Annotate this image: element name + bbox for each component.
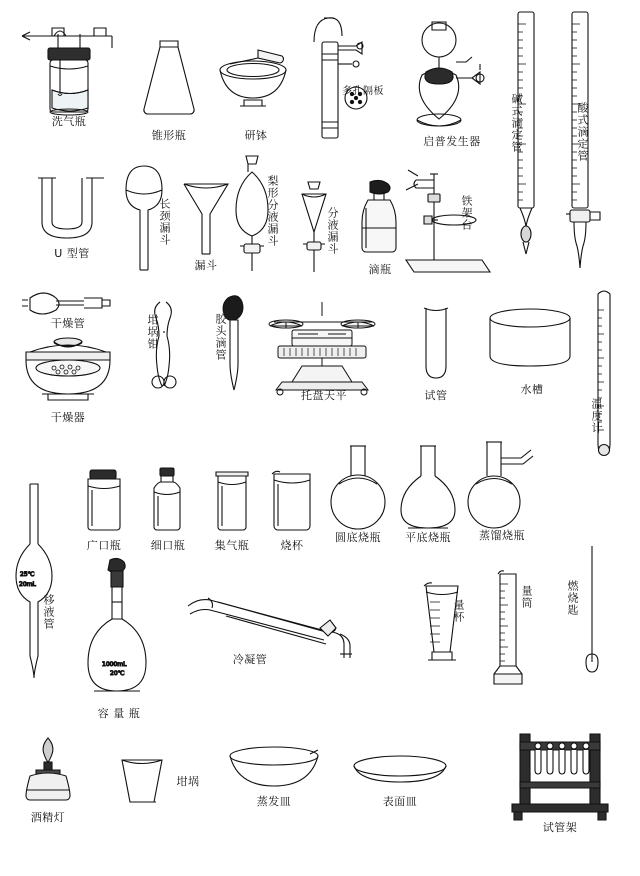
label-thermometer: 温度计	[590, 398, 603, 434]
figure-long-neck-funnel	[118, 158, 174, 278]
crucible-icon	[112, 752, 174, 814]
label-water-trough: 水槽	[520, 383, 544, 396]
label-perforated-plate: 多孔隔板	[342, 86, 384, 97]
figure-test-tube	[416, 302, 456, 402]
label-acid-burette: 酸式滴定管	[576, 102, 589, 162]
label-funnel: 漏斗	[194, 259, 218, 272]
separating-funnel-icon	[296, 172, 348, 278]
label-beaker: 烧杯	[280, 539, 304, 552]
figure-wide-mouth-bottle	[78, 466, 130, 556]
figure-pear-separating-funnel	[228, 148, 284, 278]
figure-perforated-plate	[304, 12, 390, 142]
figure-flat-bottom-flask	[396, 440, 460, 550]
label-long-neck-funnel: 长颈漏斗	[158, 198, 171, 246]
figure-gas-washing-bottle	[8, 18, 126, 138]
label-dropping-bottle: 滴瓶	[368, 263, 392, 276]
u-tube-icon	[24, 170, 120, 250]
funnel-icon	[178, 176, 234, 260]
label-flat-bottom-flask: 平底烧瓶	[405, 531, 451, 544]
label-gas-washing-bottle: 洗气瓶	[51, 115, 87, 128]
label-test-tube-rack: 试管架	[542, 821, 578, 834]
figure-drying-tube	[18, 286, 124, 330]
figure-crucible-tongs	[146, 296, 182, 404]
label-graduated-cylinder: 量筒	[520, 585, 533, 609]
desiccator-icon	[12, 328, 124, 414]
label-gas-collecting-bottle: 集气瓶	[214, 539, 250, 552]
volumetric-capacity-text: 1000mL	[102, 661, 127, 668]
label-u-tube: U 型管	[54, 247, 90, 260]
label-pear-separating-funnel: 梨形分液漏斗	[266, 175, 279, 247]
evaporating-dish-icon	[222, 742, 326, 796]
figure-crucible	[112, 752, 200, 832]
figure-volumetric-flask	[82, 556, 156, 726]
label-base-burette: 碱式滴定管	[510, 93, 523, 153]
figure-u-tube	[24, 170, 120, 270]
iron-stand-icon	[398, 160, 504, 278]
figure-funnel	[178, 176, 234, 276]
tray-balance-icon	[258, 296, 388, 400]
alcohol-lamp-icon	[14, 736, 82, 812]
label-crucible: 坩埚	[176, 775, 200, 788]
label-separating-funnel: 分液漏斗	[326, 207, 339, 255]
figure-graduated-cylinder	[486, 566, 540, 696]
mortar-icon	[214, 42, 300, 122]
gas-collecting-bottle-icon	[206, 466, 258, 538]
round-bottom-flask-icon	[326, 440, 390, 536]
label-test-tube: 试管	[424, 389, 448, 402]
thermometer-icon	[588, 286, 622, 472]
label-measuring-cup: 量杯	[452, 599, 465, 623]
label-rubber-dropper: 胶头滴管	[214, 313, 227, 361]
figure-mortar	[214, 42, 300, 142]
label-evaporating-dish: 蒸发皿	[256, 795, 292, 808]
label-condenser: 冷凝管	[232, 653, 268, 666]
figure-gas-collecting-bottle	[206, 466, 258, 556]
test-tube-rack-icon	[504, 728, 616, 824]
label-mortar: 研钵	[244, 129, 268, 142]
label-kipp-generator: 启普发生器	[423, 135, 481, 148]
label-combustion-spoon: 燃烧匙	[566, 580, 579, 616]
kipp-generator-icon	[396, 8, 506, 138]
figure-distillation-flask	[464, 436, 540, 548]
perforated-plate-icon	[304, 12, 390, 142]
flat-bottom-flask-icon	[396, 440, 460, 536]
figure-measuring-cup	[418, 578, 470, 678]
figure-separating-funnel	[296, 172, 348, 282]
figure-acid-burette	[562, 8, 608, 278]
label-conical-flask: 锥形瓶	[151, 129, 187, 142]
drying-tube-icon	[18, 286, 124, 320]
label-drying-tube: 干燥管	[50, 317, 86, 330]
pipette-temp-text: 25℃	[20, 571, 35, 578]
label-distillation-flask: 蒸馏烧瓶	[479, 529, 525, 542]
figure-tray-balance	[258, 296, 388, 406]
figure-watch-glass	[348, 752, 452, 812]
label-alcohol-lamp: 酒精灯	[30, 811, 66, 824]
label-wide-mouth-bottle: 广口瓶	[86, 539, 122, 552]
label-round-bottom-flask: 圆底烧瓶	[335, 531, 381, 544]
label-tray-balance: 托盘天平	[301, 389, 347, 402]
figure-narrow-mouth-bottle	[142, 466, 194, 556]
figure-round-bottom-flask	[326, 440, 390, 550]
gas-washing-bottle-icon	[8, 18, 126, 123]
label-watch-glass: 表面皿	[382, 795, 418, 808]
figure-water-trough	[484, 306, 580, 396]
figure-beaker	[266, 466, 320, 556]
figure-evaporating-dish	[222, 742, 326, 812]
figure-conical-flask	[132, 35, 206, 145]
water-trough-icon	[484, 306, 580, 382]
figure-thermometer	[588, 286, 622, 476]
figure-base-burette	[508, 8, 548, 258]
volumetric-flask-icon	[82, 556, 156, 714]
label-pipette: 移液管	[42, 594, 55, 630]
figure-condenser	[182, 588, 362, 668]
pipette-volume-text: 20mL	[19, 581, 36, 588]
watch-glass-icon	[348, 752, 452, 792]
narrow-mouth-bottle-icon	[142, 466, 194, 538]
label-iron-stand: 铁架台	[460, 195, 473, 231]
label-volumetric-flask: 容 量 瓶	[97, 707, 141, 720]
figure-kipp-generator	[396, 8, 506, 148]
label-desiccator: 干燥器	[50, 411, 86, 424]
conical-flask-icon	[132, 35, 206, 127]
figure-desiccator	[12, 328, 124, 424]
figure-test-tube-rack	[504, 728, 616, 838]
beaker-icon	[266, 466, 320, 538]
figure-iron-stand	[398, 160, 504, 280]
figure-combustion-spoon	[566, 542, 610, 702]
figure-rubber-dropper	[214, 292, 250, 402]
wide-mouth-bottle-icon	[78, 466, 130, 538]
label-narrow-mouth-bottle: 细口瓶	[150, 539, 186, 552]
distillation-flask-icon	[464, 436, 540, 536]
pipette-icon	[6, 480, 62, 680]
figure-pipette	[6, 480, 62, 690]
figure-alcohol-lamp	[14, 736, 82, 826]
label-crucible-tongs: 坩埚钳	[146, 314, 159, 350]
volumetric-temp-text: 20℃	[110, 670, 125, 677]
test-tube-icon	[416, 302, 456, 386]
condenser-icon	[182, 588, 362, 660]
